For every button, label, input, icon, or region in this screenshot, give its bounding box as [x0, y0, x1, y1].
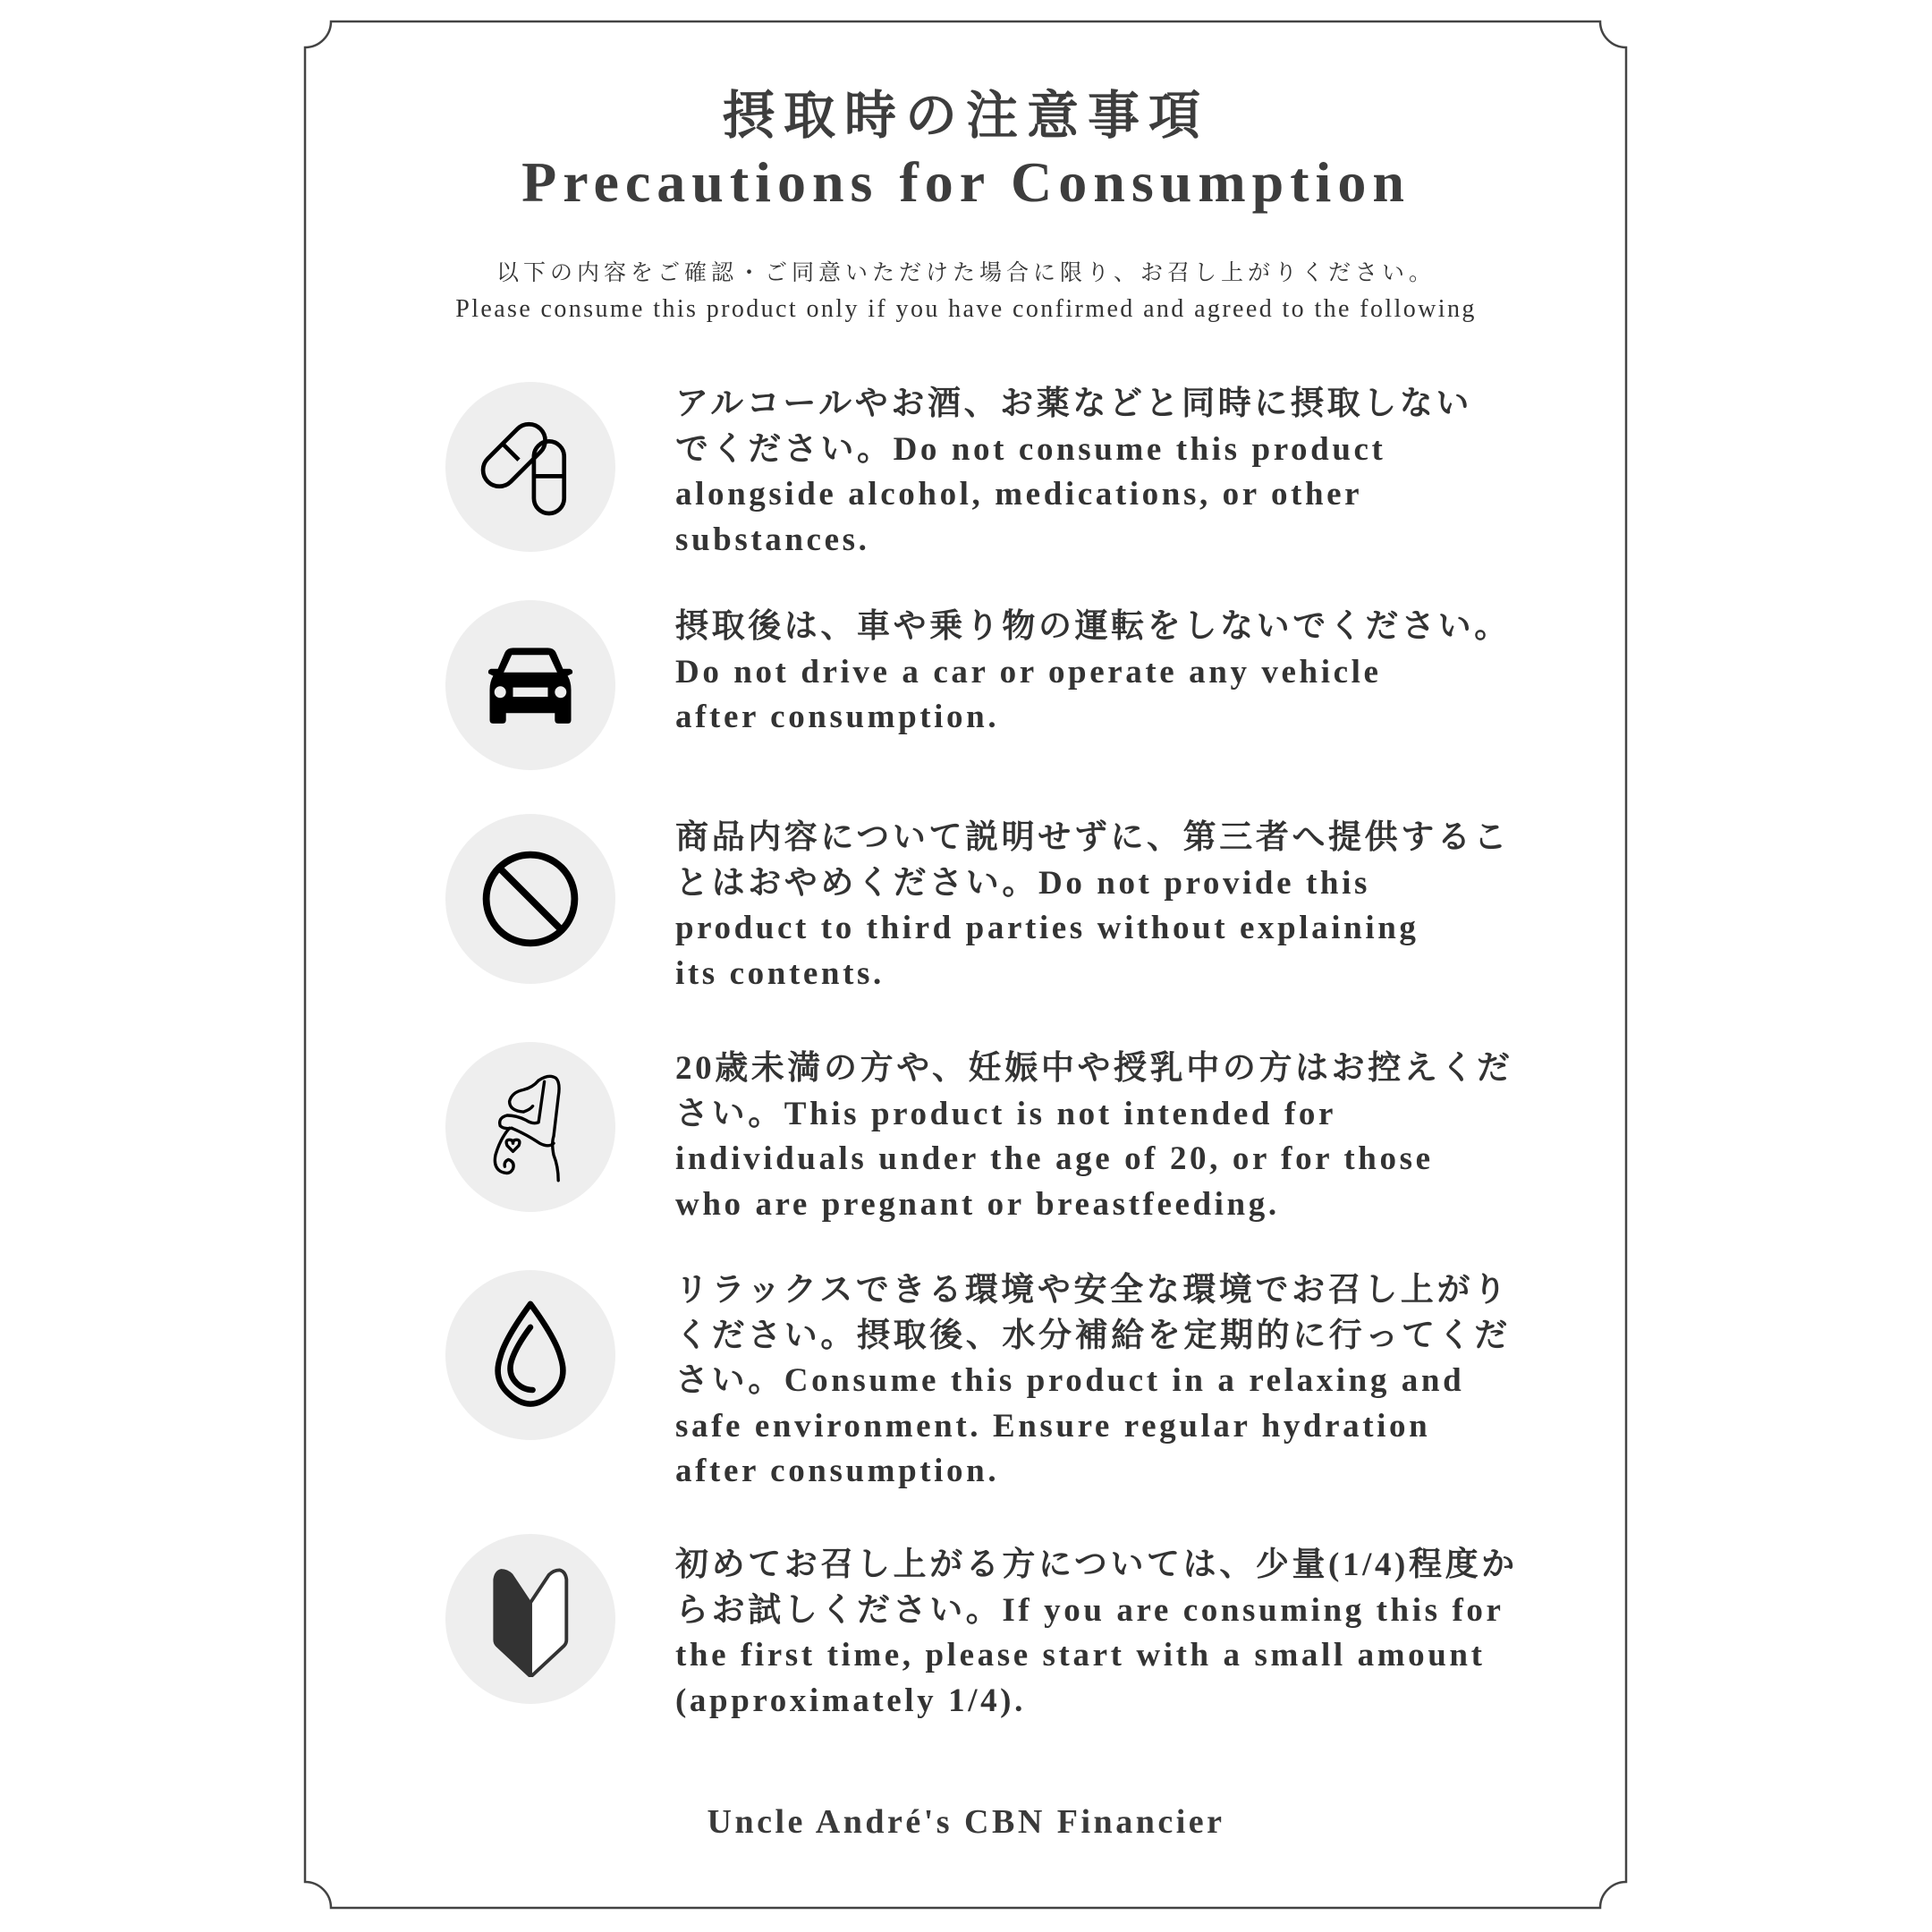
icon-badge: [445, 1534, 615, 1704]
capsules-icon: [472, 409, 589, 525]
precaution-text: アルコールやお酒、お薬などと同時に摂取しない でください。Do not consume this product alongside alcohol, medications, or other substances.: [675, 386, 1472, 558]
icon-badge: [445, 600, 615, 770]
prohibited-icon: [472, 841, 589, 957]
page-title-jp: 摂取時の注意事項: [722, 87, 1209, 145]
precaution-text: 商品内容について説明せずに、第三者へ提供するこ とはおやめください。Do not provide this product to third parties without explaining its contents.: [675, 819, 1511, 992]
precaution-text: 摂取後は、車や乗り物の運転をしないでください。 Do not drive a car or operate any vehicle after consumption.: [675, 608, 1511, 735]
icon-badge: [445, 814, 615, 984]
precaution-text: リラックスできる環境や安全な環境でお召し上がり ください。摂取後、水分補給を定期的に行ってくだ さい。Consume this product in a relaxing and safe environment. Ensure regular hydration after consumption.: [675, 1272, 1511, 1489]
car-icon: [472, 627, 589, 743]
icon-badge: [445, 1042, 615, 1212]
water-drop-icon: [472, 1297, 589, 1413]
icon-badge: [445, 382, 615, 552]
icon-badge: [445, 1270, 615, 1440]
subtitle-en: Please consume this product only if you have confirmed and agreed to the following: [455, 295, 1477, 323]
page-title-en: Precautions for Consumption: [521, 150, 1411, 214]
precaution-text: 20歳未満の方や、妊娠中や授乳中の方はお控えくだ さい。This product is not intended for individuals under the age of 20, or for those who are pregnant or breastfeeding.: [675, 1050, 1513, 1223]
beginner-mark-icon: [472, 1561, 589, 1677]
subtitle-jp: 以下の内容をご確認・ご同意いただけた場合に限り、お召し上がりください。: [496, 261, 1436, 285]
pregnant-woman-icon: [472, 1069, 589, 1185]
precaution-text: 初めてお召し上がる方については、少量(1/4)程度か らお試しください。If you are consuming this for the first time, please start with a small amount (approximately 1/4).: [675, 1546, 1518, 1719]
brand-footer: Uncle André's CBN Financier: [707, 1803, 1225, 1841]
